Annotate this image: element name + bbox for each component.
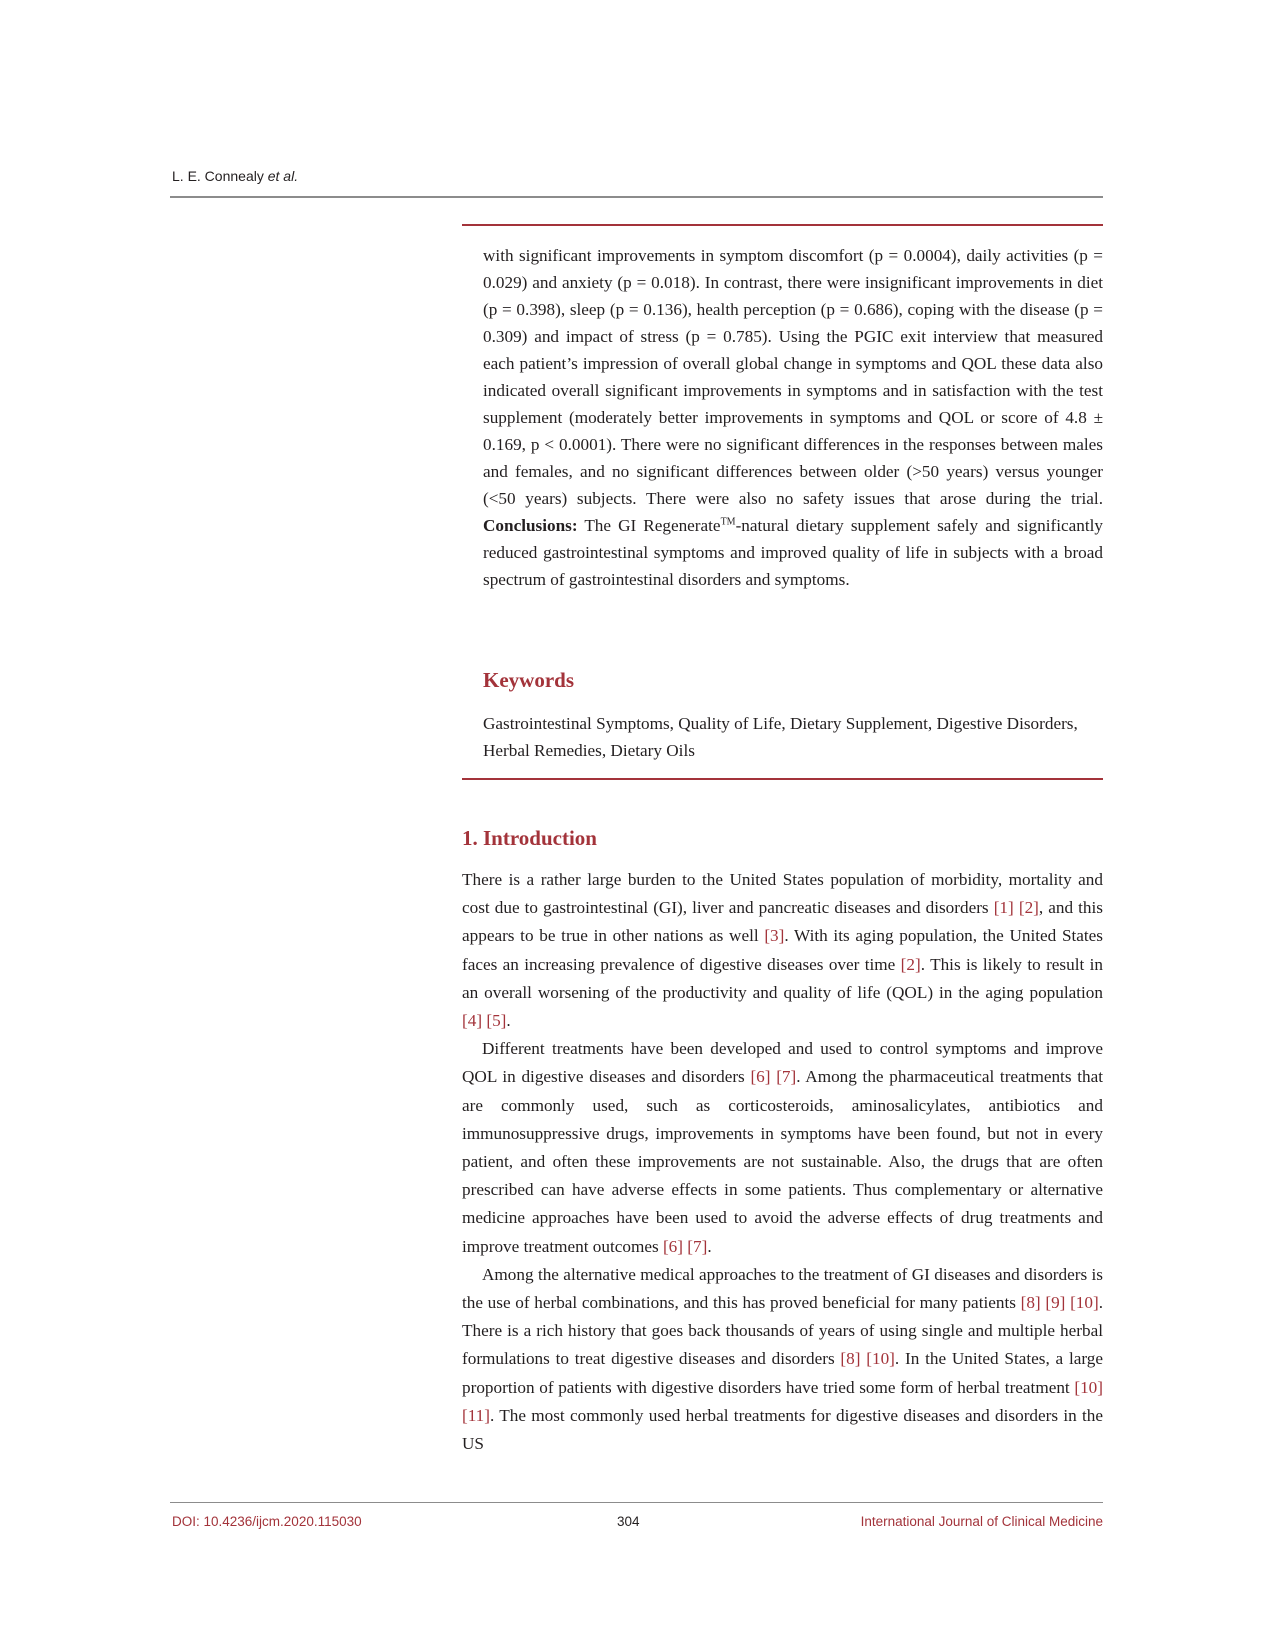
citation-link[interactable]: [8] xyxy=(1020,1293,1041,1313)
citation-link[interactable]: [4] xyxy=(462,1011,483,1031)
citation-link[interactable]: [8] xyxy=(840,1349,861,1369)
text-run: . The most commonly used herbal treatments for digestive diseases and disorders in the US xyxy=(462,1405,1103,1454)
citation-link[interactable]: [2] xyxy=(1018,898,1039,918)
text-run: . In the United States, a large proportion of patients with digestive disorders have tried some form of herbal treatment xyxy=(462,1349,1104,1397)
paragraph xyxy=(462,1261,1103,1458)
journal-name-link[interactable]: International Journal of Clinical Medicine xyxy=(860,1514,1103,1529)
citation-link[interactable]: [10] xyxy=(1070,1293,1099,1313)
text-run: . There is a rich history that goes back thousands of years of using single and multiple herbal formulations to treat digestive diseases and disorders xyxy=(462,1293,1104,1369)
text-run: . With its aging population, the United States faces an increasing prevalence of digestive diseases over time xyxy=(462,926,1103,974)
text-run: Different treatments have been developed and used to control symptoms and improve QOL in digestive diseases and disorders xyxy=(462,1039,1103,1087)
citation-link[interactable]: [9] xyxy=(1045,1293,1066,1313)
keywords-list: Gastrointestinal Symptoms, Quality of Life, Dietary Supplement, Digestive Disorders, Herbal Remedies, Dietary Oils xyxy=(483,714,1078,760)
running-head-etal: et al. xyxy=(267,168,299,184)
introduction-body xyxy=(462,866,1103,1458)
citation-link[interactable]: [7] xyxy=(687,1236,708,1256)
text-run: . xyxy=(506,1011,511,1031)
citation-link[interactable]: [1] xyxy=(993,898,1014,918)
abstract-conclusion-rest: -natural dietary supplement safely and significantly reduced gastrointestinal symptoms and improved quality of life in subjects with a broad spectrum of gastrointestinal disorders and symptoms. xyxy=(483,516,1103,589)
text-run: There is a rather large burden to the United States population of morbidity, mortality and cost due to gastrointestinal (GI), liver and pancreatic diseases and disorders xyxy=(462,870,1103,918)
citation-link[interactable]: [6] xyxy=(750,1067,771,1087)
keywords-heading: Keywords xyxy=(483,668,574,692)
citation-link[interactable]: [2] xyxy=(900,954,921,974)
abstract-bottom-rule xyxy=(462,778,1103,780)
page-number: 304 xyxy=(617,1514,640,1529)
citation-link[interactable]: [10] xyxy=(866,1349,895,1369)
text-run: . Among the pharmaceutical treatments that are commonly used, such as corticosteroids, aminosalicylates, antibiotics and immunosuppressive drugs, improvements in symptoms have been found, but not in every patient, and often these improvements are not sustainable. Also, the drugs that are often prescribed can have adverse effects in some patients. Thus complementary or alternative medicine approaches have been used to avoid the adverse effects of drug treatments and improve treatment outcomes xyxy=(462,1067,1103,1256)
citation-link[interactable]: [6] xyxy=(662,1236,683,1256)
text-run: Among the alternative medical approaches to the treatment of GI diseases and disorders is the use of herbal combinations, and this has proved beneficial for many patients xyxy=(462,1264,1103,1313)
citation-link[interactable]: [3] xyxy=(764,926,785,946)
abstract-conclusion-start: The GI Regenerate xyxy=(584,516,721,535)
citation-link[interactable]: [11] xyxy=(462,1405,490,1425)
running-head-authors: L. E. Connealy xyxy=(172,168,264,184)
text-run: . This is likely to result in an overall worsening of the productivity and quality of life (QOL) in the aging population xyxy=(462,954,1103,1002)
paragraph xyxy=(462,1035,1103,1261)
conclusions-label: Conclusions: xyxy=(483,516,578,535)
footer-divider xyxy=(170,1502,1103,1503)
section-heading-introduction: 1. Introduction xyxy=(462,826,597,850)
text-run: . xyxy=(707,1236,712,1256)
citation-link[interactable]: [7] xyxy=(776,1067,797,1087)
header-divider xyxy=(170,196,1103,198)
citation-link[interactable]: [10] xyxy=(1074,1377,1103,1397)
paragraph xyxy=(462,866,1103,1035)
running-head xyxy=(172,168,298,184)
doi-link[interactable]: DOI: 10.4236/ijcm.2020.115030 xyxy=(172,1514,362,1529)
text-run: , and this appears to be true in other nations as well xyxy=(462,898,1103,946)
abstract-results: with significant improvements in symptom discomfort (p = 0.0004), daily activities (p = 0.029) and anxiety (p = 0.018). In contrast, there were insignificant improvements in diet (p = 0.398), sleep (p = 0.136), health perception (p = 0.686), coping with the disease (p = 0.309) and impact of stress (p = 0.785). Using the PGIC exit interview that measured each patient’s impression of overall global change in symptoms and QOL these data also indicated overall significant improvements in symptoms and in satisfaction with the test supplement (moderately better improvements in symptoms and QOL or score of 4.8 ± 0.169, p < 0.0001). There were no significant differences in the responses between males and females, and no significant differences between older (>50 years) versus younger (<50 years) subjects. There were also no safety issues that arose during the trial. xyxy=(483,246,1103,508)
abstract-top-rule xyxy=(462,224,1103,226)
trademark: TM xyxy=(720,516,736,528)
citation-link[interactable]: [5] xyxy=(486,1011,507,1031)
abstract-body xyxy=(483,242,1103,593)
